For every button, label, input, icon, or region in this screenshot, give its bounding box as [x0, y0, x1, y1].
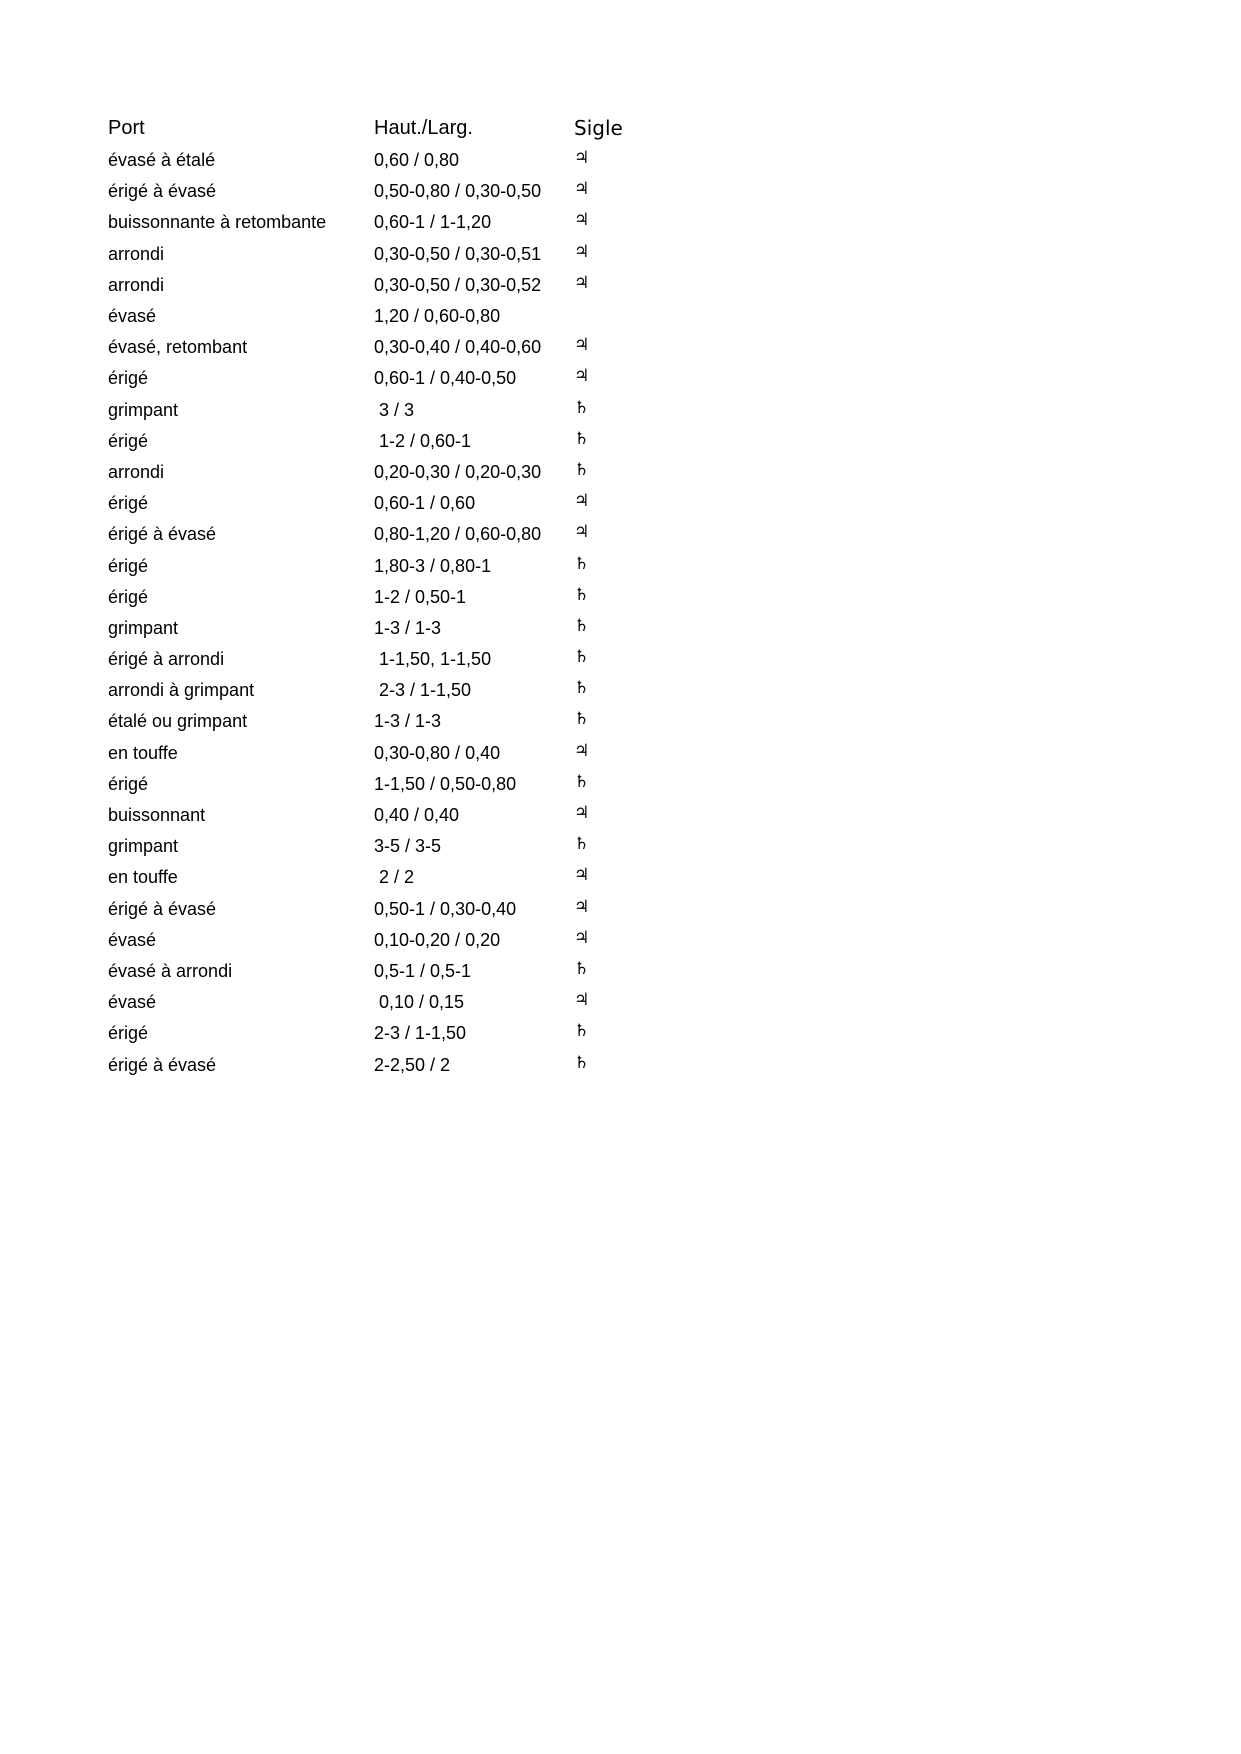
header-port: Port — [108, 116, 145, 139]
size-cell: 3-5 / 3-5 — [374, 836, 442, 857]
sigle-symbol-icon: ♃ — [574, 335, 590, 356]
size-cell: 0,5-1 / 0,5-1 — [374, 960, 472, 981]
port-cell: arrondi — [108, 243, 165, 264]
table-row — [108, 176, 668, 207]
size-cell: 2 / 2 — [374, 867, 415, 888]
sigle-cell — [574, 493, 654, 514]
sigle-symbol-icon: ♃ — [574, 148, 590, 169]
table-row — [108, 582, 668, 613]
table-row — [108, 613, 668, 644]
sigle-cell — [574, 1023, 654, 1044]
size-cell: 1,20 / 0,60-0,80 — [374, 306, 501, 327]
table-row — [108, 894, 668, 925]
sigle-symbol-icon: ♃ — [574, 210, 590, 231]
sigle-symbol-icon: ♃ — [574, 272, 590, 293]
table-row — [108, 332, 668, 363]
port-cell: étalé ou grimpant — [108, 711, 248, 732]
sigle-cell — [574, 181, 654, 202]
plant-table — [108, 111, 668, 1081]
size-cell: 2-3 / 1-1,50 — [374, 1023, 467, 1044]
size-cell: 0,30-0,50 / 0,30-0,51 — [374, 243, 542, 264]
port-cell: érigé à évasé — [108, 1054, 217, 1075]
port-cell: arrondi à grimpant — [108, 680, 255, 701]
size-cell: 1-1,50 / 0,50-0,80 — [374, 773, 517, 794]
header-size: Haut./Larg. — [374, 116, 473, 139]
size-cell: 1-3 / 1-3 — [374, 711, 442, 732]
size-cell: 0,80-1,20 / 0,60-0,80 — [374, 524, 542, 545]
size-cell: 0,10-0,20 / 0,20 — [374, 929, 501, 950]
table-row — [108, 145, 668, 176]
size-cell: 0,60-1 / 0,40-0,50 — [374, 368, 517, 389]
sigle-symbol-icon: ♄ — [574, 647, 590, 668]
table-row — [108, 800, 668, 831]
sigle-symbol-icon: ♄ — [574, 834, 590, 855]
sigle-symbol-icon: ♃ — [574, 896, 590, 917]
port-cell: grimpant — [108, 399, 179, 420]
size-cell: 0,30-0,50 / 0,30-0,52 — [374, 274, 542, 295]
port-cell: érigé à évasé — [108, 181, 217, 202]
port-cell: grimpant — [108, 836, 179, 857]
table-row — [108, 239, 668, 270]
sigle-cell — [574, 459, 654, 483]
sigle-cell — [574, 680, 654, 701]
sigle-cell — [574, 428, 654, 452]
sigle-symbol-icon: ♃ — [574, 740, 590, 761]
size-cell: 3 / 3 — [374, 399, 415, 420]
table-row — [108, 457, 668, 488]
size-cell: 0,20-0,30 / 0,20-0,30 — [374, 461, 542, 482]
table-row — [108, 426, 668, 457]
port-cell: évasé — [108, 929, 157, 950]
sigle-cell — [574, 241, 654, 265]
sigle-cell — [574, 368, 654, 389]
port-cell: buissonnant — [108, 805, 206, 826]
table-row — [108, 207, 668, 238]
sigle-symbol-icon: ♃ — [574, 927, 590, 948]
port-cell: grimpant — [108, 617, 179, 638]
sigle-symbol-icon: ♃ — [574, 366, 590, 387]
table-row — [108, 769, 668, 800]
port-cell: érigé — [108, 430, 149, 451]
size-cell: 0,60-1 / 1-1,20 — [374, 212, 492, 233]
table-header — [108, 111, 668, 145]
port-cell: arrondi — [108, 274, 165, 295]
sigle-cell — [574, 337, 654, 358]
table-row — [108, 488, 668, 519]
table-body — [108, 145, 668, 1081]
table-row — [108, 738, 668, 769]
sigle-cell — [574, 584, 654, 608]
sigle-cell — [574, 896, 654, 920]
port-cell: érigé — [108, 493, 149, 514]
port-cell: érigé à évasé — [108, 898, 217, 919]
port-cell: évasé — [108, 992, 157, 1013]
sigle-cell — [574, 212, 654, 233]
size-cell: 0,40 / 0,40 — [374, 805, 460, 826]
table-row — [108, 270, 668, 301]
sigle-symbol-icon: ♄ — [574, 459, 590, 480]
size-cell: 1-1,50, 1-1,50 — [374, 649, 492, 670]
size-cell: 0,10 / 0,15 — [374, 992, 465, 1013]
sigle-cell — [574, 958, 654, 982]
size-cell: 1-3 / 1-3 — [374, 617, 442, 638]
sigle-symbol-icon: ♄ — [574, 1052, 590, 1073]
table-row — [108, 644, 668, 675]
table-row — [108, 363, 668, 394]
size-cell: 0,30-0,40 / 0,40-0,60 — [374, 337, 542, 358]
sigle-cell — [574, 615, 654, 639]
size-cell: 1-2 / 0,50-1 — [374, 586, 467, 607]
size-cell: 1-2 / 0,60-1 — [374, 430, 472, 451]
header-sigle: Sigle — [574, 116, 623, 140]
sigle-cell — [574, 272, 654, 296]
sigle-symbol-icon: ♄ — [574, 1021, 590, 1042]
sigle-symbol-icon: ♄ — [574, 615, 590, 636]
table-row — [108, 1049, 668, 1080]
sigle-cell — [574, 771, 654, 795]
table-row — [108, 862, 668, 893]
sigle-symbol-icon: ♄ — [574, 958, 590, 979]
size-cell: 0,50-1 / 0,30-0,40 — [374, 898, 517, 919]
port-cell: érigé — [108, 586, 149, 607]
port-cell: buissonnante à retombante — [108, 212, 327, 233]
sigle-symbol-icon: ♄ — [574, 553, 590, 574]
size-cell: 2-3 / 1-1,50 — [374, 680, 472, 701]
sigle-cell — [574, 992, 654, 1013]
size-cell: 1,80-3 / 0,80-1 — [374, 555, 492, 576]
port-cell: évasé, retombant — [108, 337, 248, 358]
sigle-symbol-icon: ♃ — [574, 803, 590, 824]
size-cell: 0,60 / 0,80 — [374, 150, 460, 171]
port-cell: évasé — [108, 306, 157, 327]
sigle-symbol-icon: ♃ — [574, 491, 590, 512]
size-cell: 0,50-0,80 / 0,30-0,50 — [374, 181, 542, 202]
sigle-cell — [574, 805, 654, 826]
sigle-symbol-icon: ♄ — [574, 584, 590, 605]
port-cell: érigé — [108, 555, 149, 576]
sigle-symbol-icon: ♃ — [574, 990, 590, 1011]
sigle-cell — [574, 524, 654, 545]
sigle-cell — [574, 1052, 654, 1076]
port-cell: érigé à arrondi — [108, 649, 225, 670]
table-row — [108, 550, 668, 581]
sigle-symbol-icon: ♃ — [574, 865, 590, 886]
table-row — [108, 831, 668, 862]
port-cell: érigé — [108, 368, 149, 389]
size-cell: 0,30-0,80 / 0,40 — [374, 742, 501, 763]
sigle-symbol-icon: ♄ — [574, 709, 590, 730]
table-row — [108, 925, 668, 956]
size-cell: 0,60-1 / 0,60 — [374, 493, 476, 514]
table-row — [108, 395, 668, 426]
port-cell: érigé — [108, 773, 149, 794]
sigle-symbol-icon: ♄ — [574, 678, 590, 699]
sigle-cell — [574, 927, 654, 951]
table-row — [108, 675, 668, 706]
sigle-symbol-icon: ♃ — [574, 179, 590, 200]
port-cell: arrondi — [108, 461, 165, 482]
size-cell: 2-2,50 / 2 — [374, 1054, 451, 1075]
port-cell: évasé à arrondi — [108, 960, 233, 981]
sigle-symbol-icon: ♄ — [574, 397, 590, 418]
sigle-cell — [574, 150, 654, 171]
sigle-symbol-icon: ♄ — [574, 428, 590, 449]
table-row — [108, 519, 668, 550]
port-cell: érigé — [108, 1023, 149, 1044]
port-cell: évasé à étalé — [108, 150, 216, 171]
sigle-symbol-icon: ♃ — [574, 241, 590, 262]
sigle-cell — [574, 649, 654, 670]
port-cell: en touffe — [108, 867, 178, 888]
sigle-symbol-icon: ♃ — [574, 522, 590, 543]
sigle-cell — [574, 836, 654, 857]
sigle-cell — [574, 867, 654, 888]
port-cell: en touffe — [108, 742, 178, 763]
sigle-symbol-icon: ♄ — [574, 771, 590, 792]
table-row — [108, 1018, 668, 1049]
table-row — [108, 987, 668, 1018]
sigle-cell — [574, 553, 654, 577]
sigle-cell — [574, 740, 654, 764]
table-row — [108, 956, 668, 987]
sigle-cell — [574, 397, 654, 421]
sigle-cell — [574, 306, 654, 327]
table-row — [108, 301, 668, 332]
sigle-cell — [574, 711, 654, 732]
port-cell: érigé à évasé — [108, 524, 217, 545]
table-row — [108, 706, 668, 737]
